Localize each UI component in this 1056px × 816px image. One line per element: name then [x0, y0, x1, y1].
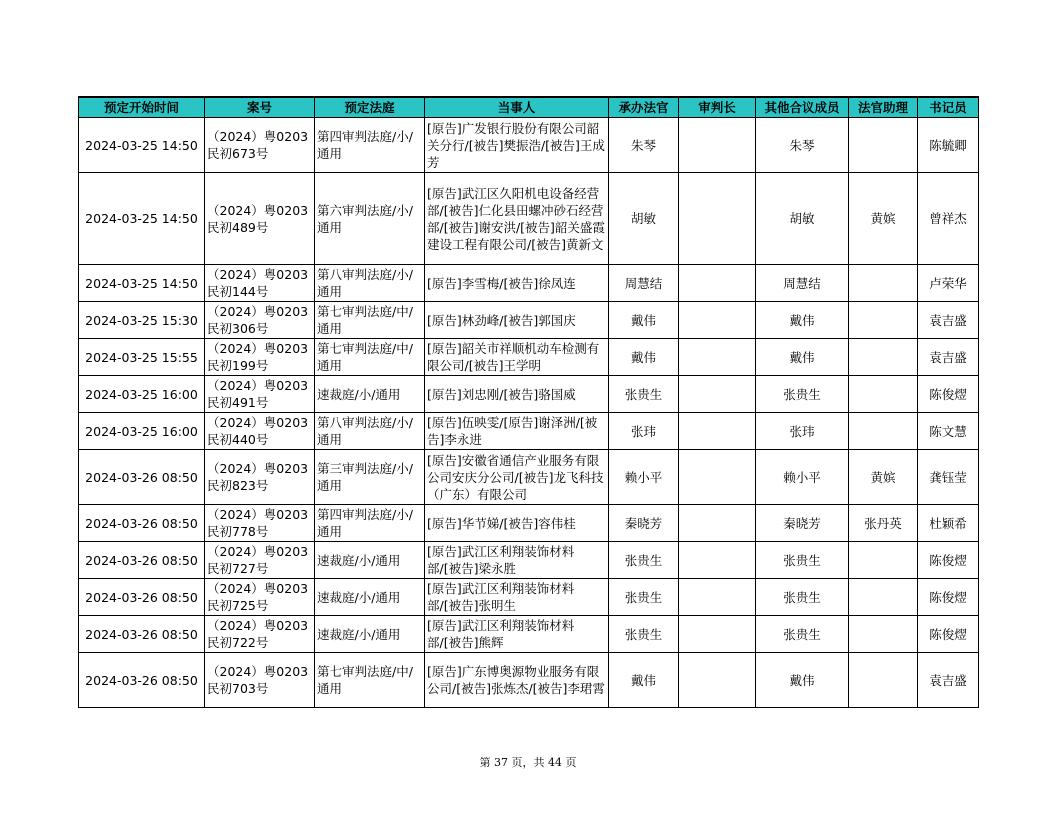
cell-court: 第七审判法庭/中/通用	[315, 302, 425, 339]
cell-court: 速裁庭/小/通用	[315, 542, 425, 579]
cell-parties: [原告]广发银行股份有限公司韶关分行/[被告]樊振浩/[被告]王成芳	[425, 118, 609, 173]
cell-case: （2024）粤0203民初727号	[205, 542, 315, 579]
cell-assistant	[849, 118, 918, 173]
cell-judge: 张贵生	[609, 542, 679, 579]
cell-parties: [原告]安徽省通信产业服务有限公司安庆分公司/[被告]龙飞科技（广东）有限公司	[425, 450, 609, 505]
hearing-schedule-table	[78, 96, 979, 708]
cell-chief	[679, 173, 756, 265]
cell-chief	[679, 653, 756, 708]
cell-time: 2024-03-26 08:50	[79, 616, 205, 653]
cell-judge: 朱琴	[609, 118, 679, 173]
cell-chief	[679, 302, 756, 339]
cell-case: （2024）粤0203民初306号	[205, 302, 315, 339]
cell-assistant	[849, 616, 918, 653]
cell-members: 戴伟	[756, 339, 849, 376]
cell-time: 2024-03-25 15:30	[79, 302, 205, 339]
cell-time: 2024-03-26 08:50	[79, 542, 205, 579]
cell-clerk: 龚钰莹	[918, 450, 979, 505]
cell-court: 第六审判法庭/小/通用	[315, 173, 425, 265]
cell-chief	[679, 376, 756, 413]
cell-case: （2024）粤0203民初778号	[205, 505, 315, 542]
cell-case: （2024）粤0203民初725号	[205, 579, 315, 616]
cell-case: （2024）粤0203民初144号	[205, 265, 315, 302]
cell-assistant	[849, 413, 918, 450]
cell-judge: 戴伟	[609, 339, 679, 376]
cell-court: 第八审判法庭/小/通用	[315, 413, 425, 450]
cell-judge: 戴伟	[609, 653, 679, 708]
cell-judge: 胡敏	[609, 173, 679, 265]
cell-court: 第七审判法庭/中/通用	[315, 653, 425, 708]
cell-assistant	[849, 265, 918, 302]
cell-assistant	[849, 653, 918, 708]
cell-chief	[679, 339, 756, 376]
cell-court: 速裁庭/小/通用	[315, 579, 425, 616]
cell-judge: 赖小平	[609, 450, 679, 505]
cell-chief	[679, 450, 756, 505]
table-row	[79, 173, 979, 265]
cell-case: （2024）粤0203民初722号	[205, 616, 315, 653]
cell-court: 第四审判法庭/小/通用	[315, 118, 425, 173]
cell-court: 第三审判法庭/小/通用	[315, 450, 425, 505]
cell-clerk: 陈俊熤	[918, 542, 979, 579]
cell-court: 第八审判法庭/小/通用	[315, 265, 425, 302]
cell-members: 张贵生	[756, 579, 849, 616]
cell-parties: [原告]华节娣/[被告]容伟桂	[425, 505, 609, 542]
cell-chief	[679, 118, 756, 173]
cell-clerk: 袁吉盛	[918, 339, 979, 376]
cell-members: 张贵生	[756, 542, 849, 579]
cell-clerk: 陈毓卿	[918, 118, 979, 173]
header-clerk: 书记员	[918, 97, 979, 118]
cell-court: 速裁庭/小/通用	[315, 616, 425, 653]
table-row	[79, 579, 979, 616]
cell-time: 2024-03-26 08:50	[79, 505, 205, 542]
cell-parties: [原告]刘忠刚/[被告]骆国威	[425, 376, 609, 413]
header-judge: 承办法官	[609, 97, 679, 118]
cell-chief	[679, 616, 756, 653]
cell-judge: 戴伟	[609, 302, 679, 339]
cell-judge: 张贵生	[609, 616, 679, 653]
cell-members: 赖小平	[756, 450, 849, 505]
cell-court: 第四审判法庭/小/通用	[315, 505, 425, 542]
cell-members: 戴伟	[756, 653, 849, 708]
cell-court: 速裁庭/小/通用	[315, 376, 425, 413]
cell-judge: 张贵生	[609, 579, 679, 616]
cell-time: 2024-03-26 08:50	[79, 450, 205, 505]
cell-clerk: 陈俊熤	[918, 616, 979, 653]
cell-case: （2024）粤0203民初703号	[205, 653, 315, 708]
cell-time: 2024-03-25 14:50	[79, 265, 205, 302]
cell-case: （2024）粤0203民初489号	[205, 173, 315, 265]
cell-parties: [原告]武江区久阳机电设备经营部/[被告]仁化县田螺冲砂石经营部/[被告]谢安洪/[被告]韶关盛霞建设工程有限公司/[被告]黄新文	[425, 173, 609, 265]
cell-parties: [原告]李雪梅/[被告]徐凤连	[425, 265, 609, 302]
cell-members: 张贵生	[756, 616, 849, 653]
cell-case: （2024）粤0203民初823号	[205, 450, 315, 505]
cell-time: 2024-03-25 16:00	[79, 413, 205, 450]
cell-judge: 张贵生	[609, 376, 679, 413]
header-case-number: 案号	[205, 97, 315, 118]
cell-members: 张玮	[756, 413, 849, 450]
cell-case: （2024）粤0203民初199号	[205, 339, 315, 376]
cell-members: 朱琴	[756, 118, 849, 173]
cell-case: （2024）粤0203民初491号	[205, 376, 315, 413]
table-row	[79, 413, 979, 450]
table-row	[79, 542, 979, 579]
header-assistant: 法官助理	[849, 97, 918, 118]
cell-judge: 周慧结	[609, 265, 679, 302]
cell-chief	[679, 413, 756, 450]
cell-parties: [原告]林劲峰/[被告]郭国庆	[425, 302, 609, 339]
cell-members: 周慧结	[756, 265, 849, 302]
cell-assistant	[849, 339, 918, 376]
cell-clerk: 陈俊熤	[918, 579, 979, 616]
cell-parties: [原告]武江区利翔装饰材料部/[被告]梁永胜	[425, 542, 609, 579]
cell-chief	[679, 265, 756, 302]
cell-time: 2024-03-26 08:50	[79, 653, 205, 708]
cell-chief	[679, 579, 756, 616]
header-panel-members: 其他合议成员	[756, 97, 849, 118]
cell-court: 第七审判法庭/中/通用	[315, 339, 425, 376]
table-row	[79, 450, 979, 505]
page-footer: 第 37 页，共 44 页	[479, 756, 577, 769]
table-row	[79, 339, 979, 376]
cell-time: 2024-03-25 16:00	[79, 376, 205, 413]
cell-parties: [原告]伍映雯/[原告]谢泽洲/[被告]李永进	[425, 413, 609, 450]
cell-members: 胡敏	[756, 173, 849, 265]
header-court: 预定法庭	[315, 97, 425, 118]
cell-assistant: 黄嫔	[849, 173, 918, 265]
table-row	[79, 376, 979, 413]
cell-clerk: 陈俊熤	[918, 376, 979, 413]
table-header-row	[79, 97, 979, 118]
cell-chief	[679, 505, 756, 542]
cell-assistant	[849, 579, 918, 616]
cell-assistant	[849, 376, 918, 413]
cell-assistant: 张丹英	[849, 505, 918, 542]
cell-clerk: 袁吉盛	[918, 653, 979, 708]
cell-assistant	[849, 542, 918, 579]
cell-judge: 张玮	[609, 413, 679, 450]
cell-case: （2024）粤0203民初673号	[205, 118, 315, 173]
cell-members: 秦晓芳	[756, 505, 849, 542]
table-row	[79, 265, 979, 302]
cell-judge: 秦晓芳	[609, 505, 679, 542]
cell-parties: [原告]武江区利翔装饰材料部/[被告]熊辉	[425, 616, 609, 653]
table-row	[79, 505, 979, 542]
cell-assistant: 黄嫔	[849, 450, 918, 505]
cell-clerk: 袁吉盛	[918, 302, 979, 339]
cell-assistant	[849, 302, 918, 339]
cell-clerk: 陈文慧	[918, 413, 979, 450]
cell-time: 2024-03-25 15:55	[79, 339, 205, 376]
table-row	[79, 616, 979, 653]
cell-parties: [原告]韶关市祥顺机动车检测有限公司/[被告]王学明	[425, 339, 609, 376]
cell-time: 2024-03-25 14:50	[79, 173, 205, 265]
cell-parties: [原告]武江区利翔装饰材料部/[被告]张明生	[425, 579, 609, 616]
header-start-time: 预定开始时间	[79, 97, 205, 118]
cell-clerk: 杜颖希	[918, 505, 979, 542]
header-chief-judge: 审判长	[679, 97, 756, 118]
cell-members: 戴伟	[756, 302, 849, 339]
cell-case: （2024）粤0203民初440号	[205, 413, 315, 450]
cell-chief	[679, 542, 756, 579]
table-row	[79, 118, 979, 173]
table-row	[79, 302, 979, 339]
cell-time: 2024-03-25 14:50	[79, 118, 205, 173]
header-parties: 当事人	[425, 97, 609, 118]
cell-parties: [原告]广东博奥源物业服务有限公司/[被告]张炼杰/[被告]李珺霄	[425, 653, 609, 708]
table-row	[79, 653, 979, 708]
cell-clerk: 卢荣华	[918, 265, 979, 302]
cell-clerk: 曾祥杰	[918, 173, 979, 265]
cell-members: 张贵生	[756, 376, 849, 413]
cell-time: 2024-03-26 08:50	[79, 579, 205, 616]
